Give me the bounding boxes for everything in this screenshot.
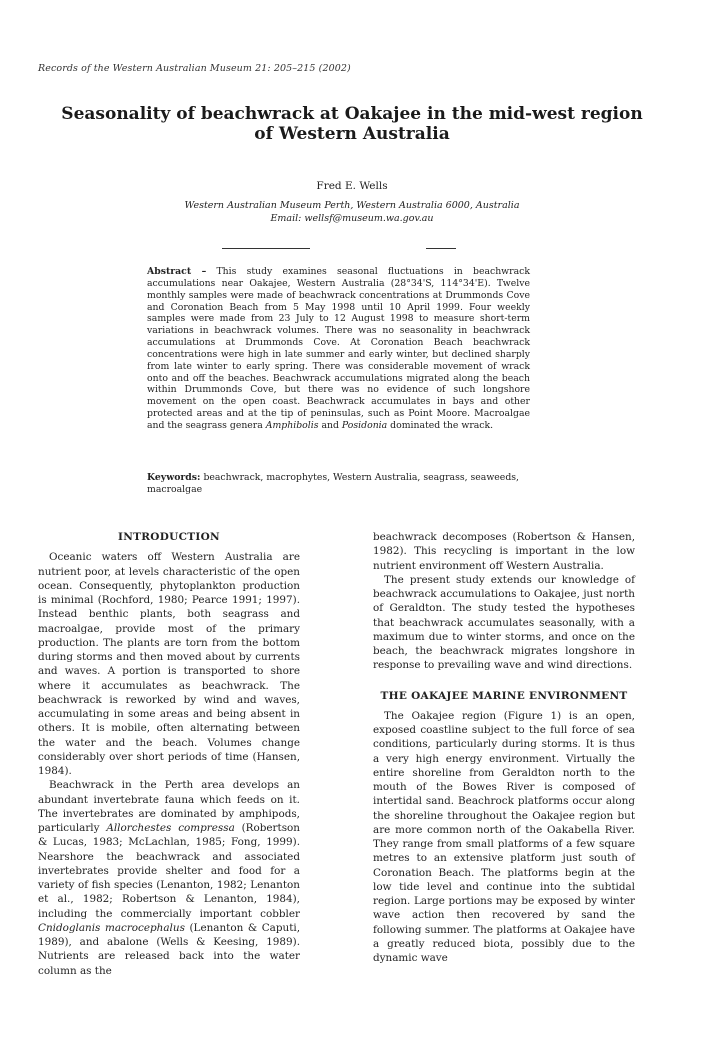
abstract [147,266,530,432]
intro-paragraph-hypotheses: The present study extends our knowledge of beachwrack accumulations to Oakajee, just north of Geraldton. The study tested the hypotheses that beachwrack accumulates seasonally, with a maximum due to winter storms, and once on the beach, the beachwrack migrates longshore in response to prevailing wave and wind directions. [373,573,635,672]
introduction-heading: INTRODUCTION [118,531,220,543]
marine-environment-heading: THE OAKAJEE MARINE ENVIRONMENT [380,689,628,702]
abstract-text-mid: and [321,419,339,431]
keywords [147,472,530,496]
intro-paragraph-1: Oceanic waters off Western Australia are nutrient poor, at levels characteristic of the open ocean. Consequently, phytoplankton production is minimal (Rochford, 1980; Pearce 1991; 1997). Instead benthic plants, both seagrass and macroalgae, provide most of the primary production. The plants are torn from the bottom during storms and then moved about by currents and waves. A portion is transported to shore where it accumulates as beachwrack. The beachwrack is reworked by wind and waves, accumulating in some areas and being absent in others. It is mobile, often alternating between the water and the beach. Volumes change considerably over short periods of time (Hansen, 1984). [38,551,300,777]
abstract-text: This study examines seasonal fluctuations in beachwrack accumulations near Oakajee, Western Australia (28°34'S, 114°34'E). Twelve monthly samples were made of beachwrack concentrations at Drummonds Cove and Coronation Beach from 5 May 1998 until 10 April 1999. Four weekly samples were made from 23 July to 12 August 1998 to measure short-term variations in beachwrack volumes. There was no seasonality in beachwrack accumulations at Drummonds Cove. At Coronation Beach beachwrack concentrations were high in late summer and early winter, but declined sharply from late winter to early spring. There was considerable movement of wrack onto and off the beaches. Beachwrack accumulations migrated along the beach within Drummonds Cove, but there was no evidence of such longshore movement on the open coast. Beachwrack accumulates in bays and other protected areas and at the tip of peninsulas, such as Point Moore. Macroalgae and the seagrass genera [147,266,530,431]
separator-rule-left [222,248,310,249]
paper-title: Seasonality of beachwrack at Oakajee in the mid-west region of Western Australia [61,104,643,144]
intro-p2-text-b: (Robertson & Lucas, 1983; McLachlan, 1985; Fong, 1999). Nearshore the beachwrack and associated invertebrates provide shelter and food for a variety of fish species (Lenanton, 1982; Lenanton et al., 1982; Robertson & Lenanton, 1984), including the commercially important cobbler [38,822,300,920]
abstract-genus-posidonia: Posidonia [341,419,388,431]
section-spacer [373,673,635,689]
author-affiliation [0,199,704,225]
left-column [38,530,300,978]
intro-p2-species-cnidoglanis: Cnidoglanis macrocephalus [38,921,185,934]
running-head: Records of the Western Australian Museum 21: 205–215 (2002) [38,63,351,74]
abstract-text-end: dominated the wrack. [390,419,494,431]
keywords-text: beachwrack, macrophytes, Western Australia, seagrass, seaweeds, macroalgae [147,472,519,495]
right-column [373,530,635,965]
separator-rule-right [426,248,456,249]
intro-paragraph-2 [38,778,300,978]
keywords-label: Keywords: [147,472,201,483]
abstract-genus-amphibolis: Amphibolis [265,419,319,431]
author-name: Fred E. Wells [316,180,388,192]
environment-paragraph-1: The Oakajee region (Figure 1) is an open, exposed coastline subject to the full force of sea conditions, particularly during storms. It is thus a very high energy environment. Virtually the entire shoreline from Geraldton north to the mouth of the Bowes River is composed of intertidal sand. Beachrock platforms occur along the shoreline throughout the Oakajee region but are more common north of the Oakabella River. They range from small platforms of a few square metres to an extensive platform just south of Coronation Beach. The platforms begin at the low tide level and continue into the subtidal region. Large portions may be exposed by winter wave action then recovered by sand the following summer. The platforms at Oakajee have a greatly reduced biota, possibly due to the dynamic wave [373,709,635,964]
intro-p2-species-allorchestes: Allorchestes compressa [106,822,235,834]
intro-paragraph-continued: beachwrack decomposes (Robertson & Hansen, 1982). This recycling is important in the low nutrient environment off Western Australia. [373,531,635,572]
abstract-label: Abstract – [147,266,207,277]
affiliation-address: Western Australian Museum Perth, Western Australia 6000, Australia [184,200,520,211]
intro-p2-text-a: Beachwrack in the Perth area develops an abundant invertebrate fauna which feeds on it. The invertebrates are dominated by amphipods, particularly [38,779,300,834]
affiliation-email: Email: wellsf@museum.wa.gov.au [270,213,434,224]
intro-p2-text-c: (Lenanton & Caputi, 1989), and abalone (Wells & Keesing, 1989). Nutrients are released back into the water column as the [38,921,300,977]
